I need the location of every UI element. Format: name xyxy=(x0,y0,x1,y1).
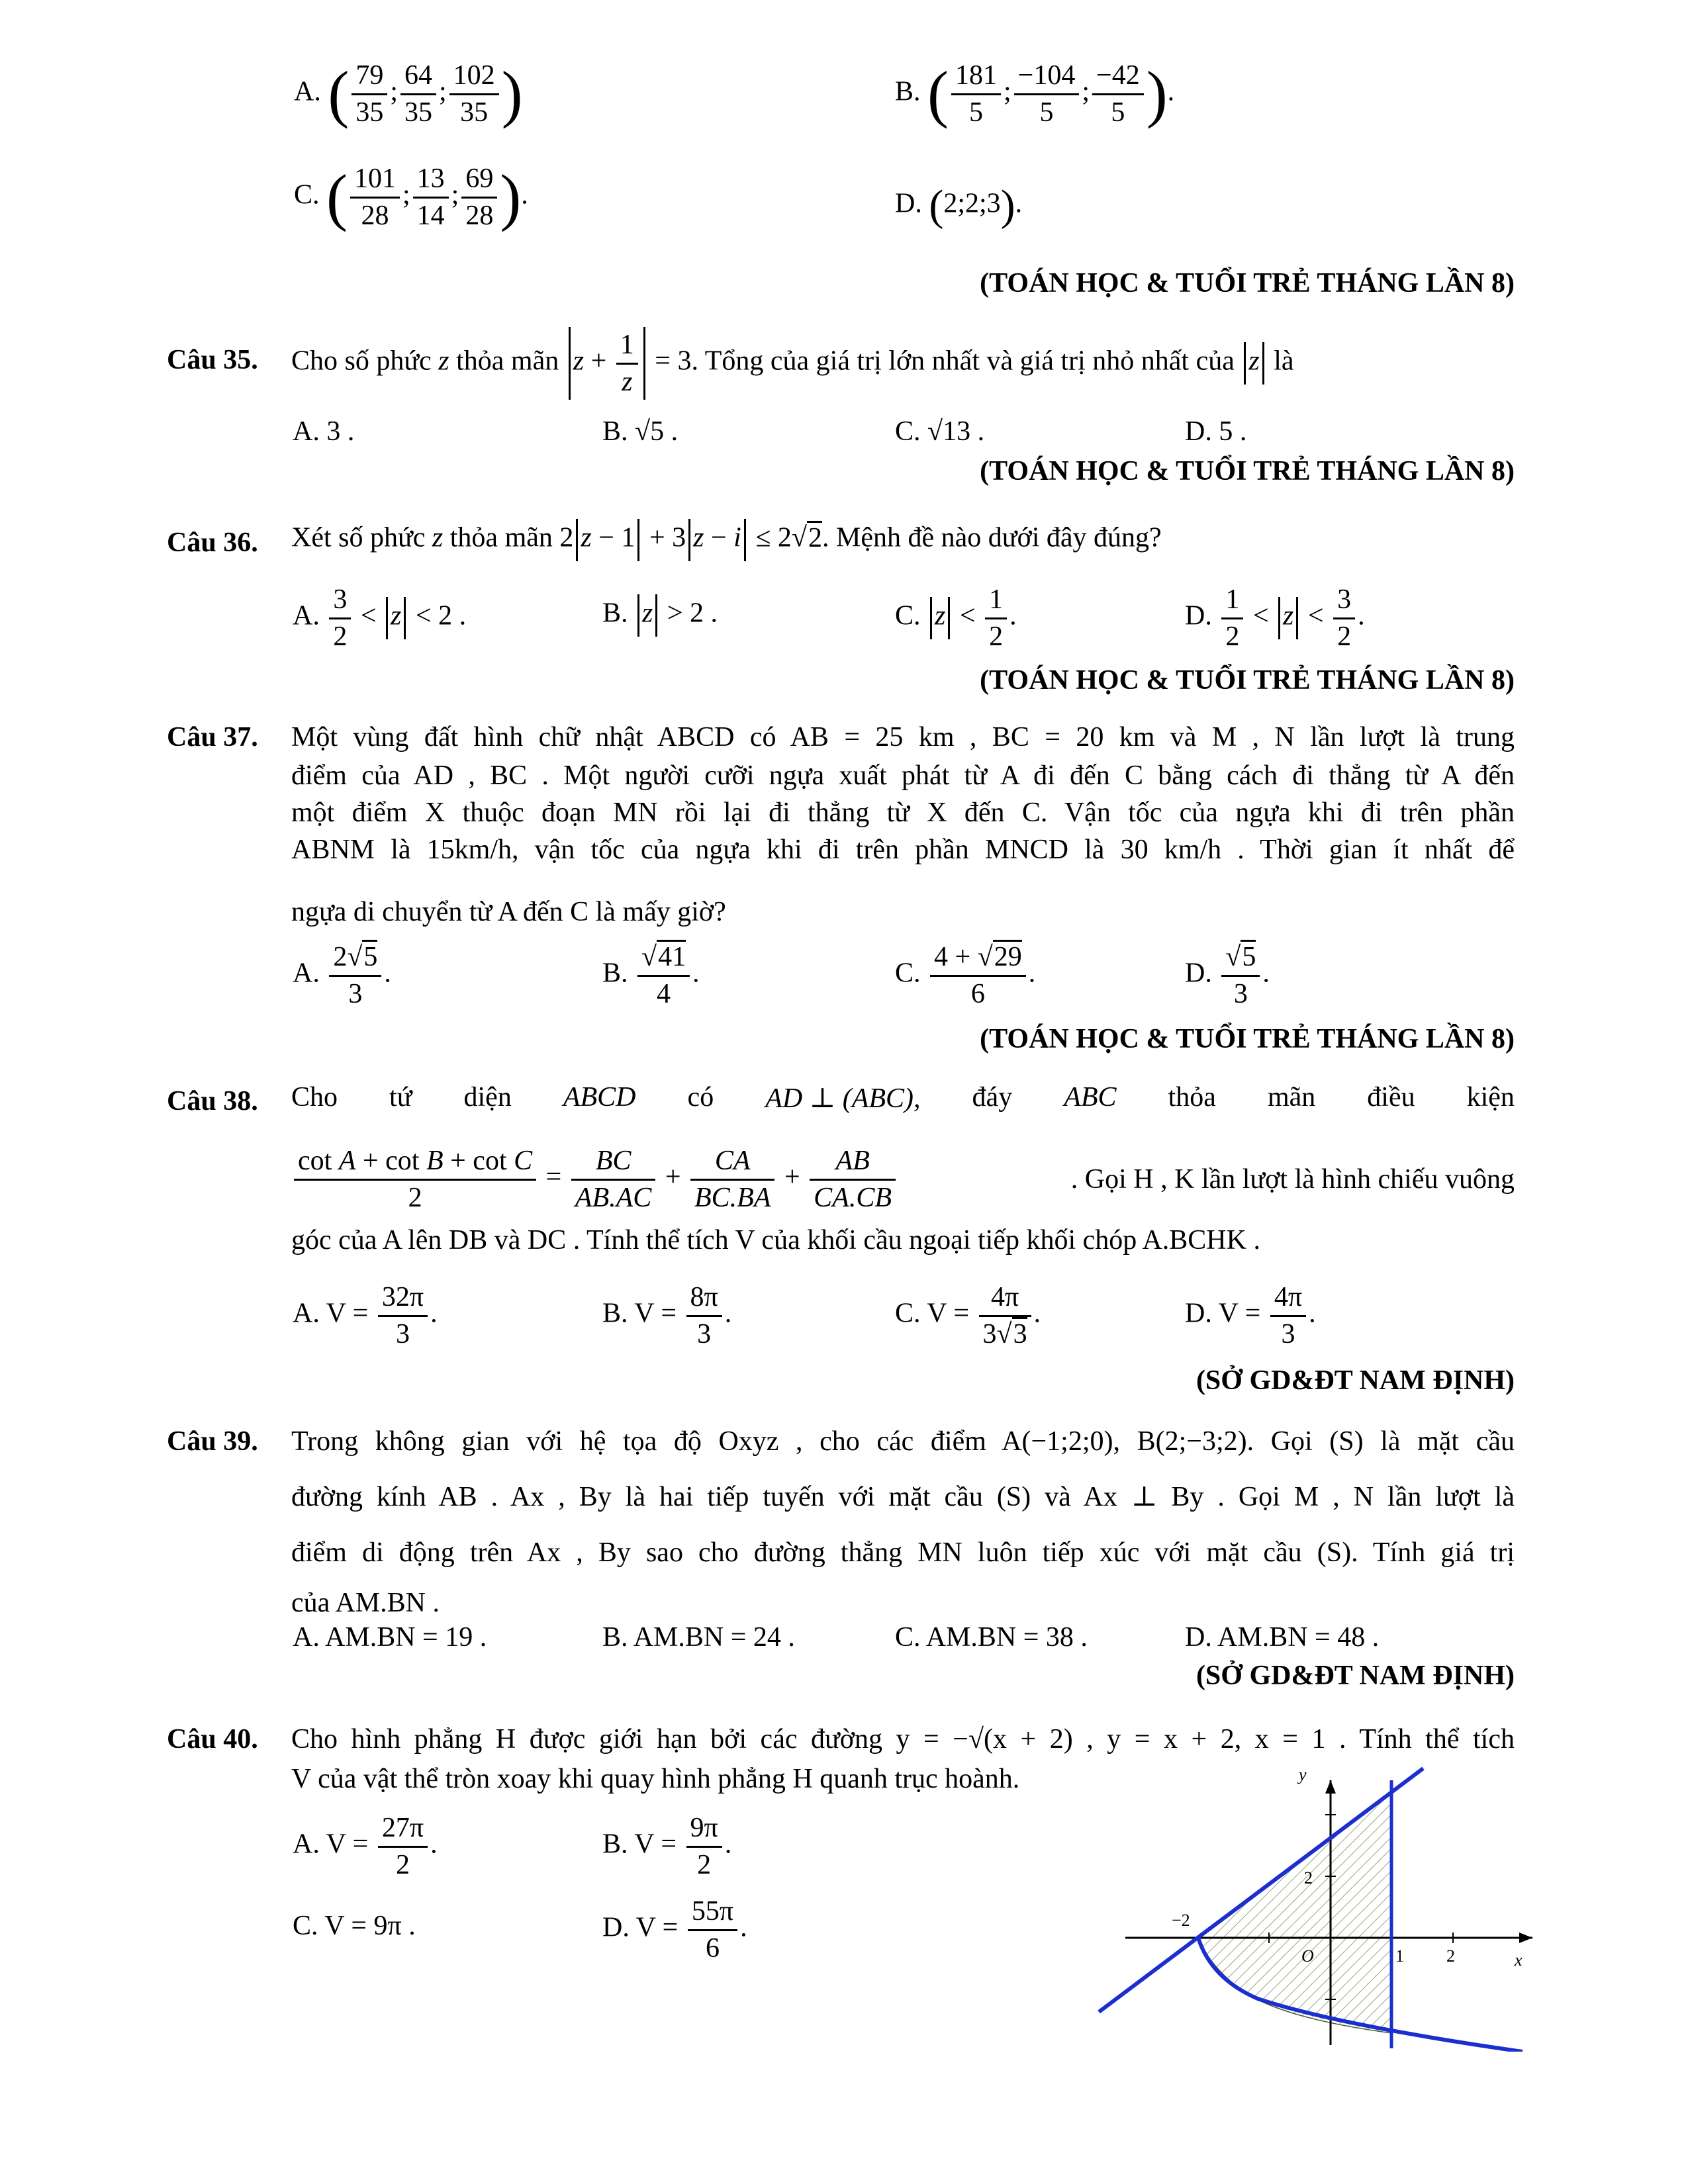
q36-option-c: C. z < $\frac{1}{2}$ . xyxy=(895,582,1017,654)
question-38-label: Câu 38. xyxy=(167,1086,258,1116)
question-39-line-3: điểm di động trên Ax , By sao cho đường thẳng MN luôn tiếp xúc với mặt cầu (S). Tính giá trị xyxy=(291,1537,1515,1568)
q39-option-b: B. AM.BN = 24 . xyxy=(602,1622,795,1653)
source-label: (SỞ GD&ĐT NAM ĐỊNH) xyxy=(1196,1365,1515,1396)
question-40-label: Câu 40. xyxy=(167,1724,258,1754)
question-39-line-2: đường kính AB . Ax , By là hai tiếp tuyến với mặt cầu (S) và Ax ⊥ By . Gọi M , N lần lượt là xyxy=(291,1482,1515,1512)
question-37-line-5: ngựa di chuyển từ A đến C là mấy giờ? xyxy=(291,897,726,927)
q38-option-c: C. V = $\frac{4\pi}{3√3}$ . xyxy=(895,1280,1041,1351)
question-39-line-1: Trong không gian với hệ tọa độ Oxyz , cho các điểm A(−1;2;0), B(2;−3;2). Gọi (S) là mặt cầu xyxy=(291,1426,1515,1457)
q35-option-d: D. 5 . xyxy=(1185,416,1247,447)
question-35-label: Câu 35. xyxy=(167,345,258,375)
q35-option-a: A. 3 . xyxy=(293,416,355,447)
q40-option-d: D. V = $\frac{55\pi}{6}$ . xyxy=(602,1894,747,1966)
question-37-line-3: một điểm X thuộc đoạn MN rồi lại đi thẳng từ X đến C. Vận tốc của ngựa khi đi trên phần xyxy=(291,797,1515,828)
tick-label-xm2: −2 xyxy=(1172,1911,1190,1930)
q37-option-d: D. $\frac{√5}{3}$ . xyxy=(1185,940,1270,1011)
question-37-line-1: Một vùng đất hình chữ nhật ABCD có AB = 25 km , BC = 20 km và M , N lần lượt là trung xyxy=(291,722,1515,752)
question-37-label: Câu 37. xyxy=(167,722,258,752)
source-label: (TOÁN HỌC & TUỔI TRẺ THÁNG LẦN 8) xyxy=(980,665,1515,696)
question-39-line-4: của AM.BN . xyxy=(291,1588,440,1618)
top-option-c: C. ( $\frac{101}{28}$ ; $\frac{13}{14}$ ; $\frac{69}{28}$ ). xyxy=(294,161,528,232)
shaded-region xyxy=(1198,1792,1391,2033)
question-38-line-1: Cho tứ diện ABCD có AD ⊥ (ABC), đáy ABC thỏa mãn điều kiện xyxy=(291,1082,1515,1114)
question-37-line-2: điểm của AD , BC . Một người cưỡi ngựa xuất phát từ A đi đến C bằng cách đi thẳng từ A đến xyxy=(291,760,1515,791)
origin-label: O xyxy=(1301,1946,1314,1966)
question-35-text: Cho số phức z thỏa mãn z + $\frac{1}{z}$ = 3. Tổng của giá trị lớn nhất và giá trị nhỏ nhất của z là xyxy=(291,327,1294,400)
q38-option-a: A. V = $\frac{32\pi}{3}$ . xyxy=(293,1280,438,1351)
tick-label-x1: 1 xyxy=(1395,1946,1404,1966)
q36-option-b: B. z > 2 . xyxy=(602,594,718,637)
q38-option-d: D. V = $\frac{4\pi}{3}$ . xyxy=(1185,1280,1316,1351)
tick-label-x2: 2 xyxy=(1446,1946,1455,1966)
q35-option-b: B. √5 . xyxy=(602,416,679,447)
q35-option-c: C. √13 . xyxy=(895,416,985,447)
q36-option-d: D. $\frac{1}{2}$ < z < $\frac{3}{2}$ . xyxy=(1185,582,1365,654)
q39-option-a: A. AM.BN = 19 . xyxy=(293,1622,487,1653)
q40-option-a: A. V = $\frac{27\pi}{2}$ . xyxy=(293,1811,438,1882)
q36-option-a: A. $\frac{3}{2}$ < z < 2 . xyxy=(293,582,466,654)
question-36-label: Câu 36. xyxy=(167,527,258,558)
tick-label-y2: 2 xyxy=(1304,1868,1313,1888)
source-label: (SỞ GD&ĐT NAM ĐỊNH) xyxy=(1196,1661,1515,1691)
q40-option-c: C. V = 9π . xyxy=(293,1911,416,1941)
q38-option-b: B. V = $\frac{8\pi}{3}$ . xyxy=(602,1280,731,1351)
top-option-b: B. ( $\frac{181}{5}$ ; $\frac{-104}{5}$ ; $\frac{-42}{5}$ ). xyxy=(895,58,1175,129)
question-38-line-3: góc của A lên DB và DC . Tính thể tích V của khối cầu ngoại tiếp khối chóp A.BCHK . xyxy=(291,1225,1260,1255)
top-option-d: D. (2;2;3). xyxy=(895,181,1023,230)
question-36-text: Xét số phức z thỏa mãn 2 z − 1 + 3 z − i ≤ 2√2. Mệnh đề nào dưới đây đúng? xyxy=(291,519,1162,561)
source-label: (TOÁN HỌC & TUỔI TRẺ THÁNG LẦN 8) xyxy=(980,456,1515,486)
q40-option-b: B. V = $\frac{9\pi}{2}$ . xyxy=(602,1811,731,1882)
top-option-a: A. ( $\frac{79}{35}$ ; $\frac{64}{35}$ ; $\frac{102}{35}$ ) xyxy=(294,58,523,129)
question-39-label: Câu 39. xyxy=(167,1426,258,1457)
q37-option-a: A. $\frac{2√5}{3}$ . xyxy=(293,940,391,1011)
source-label: (TOÁN HỌC & TUỔI TRẺ THÁNG LẦN 8) xyxy=(980,1024,1515,1054)
x-axis-label: x xyxy=(1515,1950,1523,1970)
question-38-line-2: $\frac{\text{cot A + cot B + cot C}}{2}$ = $\frac{BC}{AB.AC}$ + $\frac{CA}{BC.BA}$ + $\frac{AB}{CA.CB}$ . Gọi H , K lần lượt là hình chiếu vuông xyxy=(291,1144,1515,1215)
q39-option-c: C. AM.BN = 38 . xyxy=(895,1622,1088,1653)
region-graph xyxy=(1086,1760,1549,2052)
question-40-line-2: V của vật thể tròn xoay khi quay hình phẳng H quanh trục hoành. xyxy=(291,1764,1020,1794)
source-label: (TOÁN HỌC & TUỔI TRẺ THÁNG LẦN 8) xyxy=(980,268,1515,298)
y-axis-label: y xyxy=(1299,1765,1307,1784)
q37-option-c: C. $\frac{4 + √29}{6}$ . xyxy=(895,940,1035,1011)
q37-option-b: B. $\frac{√41}{4}$ . xyxy=(602,940,700,1011)
q39-option-d: D. AM.BN = 48 . xyxy=(1185,1622,1380,1653)
question-37-line-4: ABNM là 15km/h, vận tốc của ngựa khi đi trên phần MNCD là 30 km/h . Thời gian ít nhất để xyxy=(291,835,1515,865)
question-40-line-1: Cho hình phẳng H được giới hạn bởi các đường y = −√(x + 2) , y = x + 2, x = 1 . Tính thể tích xyxy=(291,1724,1515,1754)
